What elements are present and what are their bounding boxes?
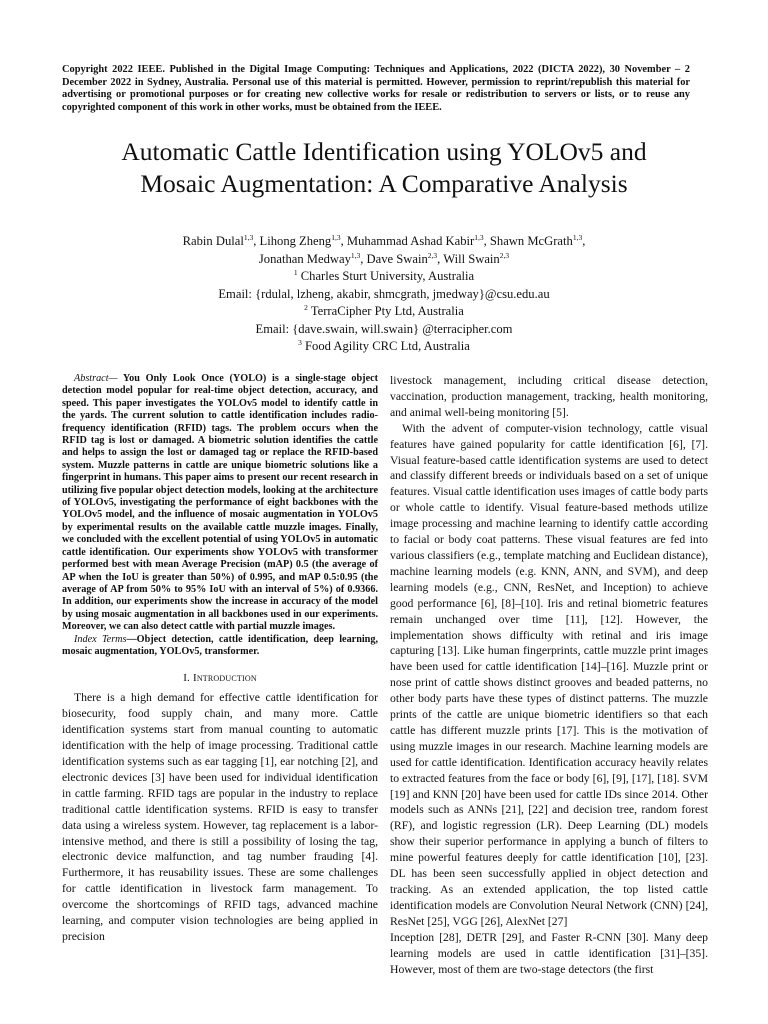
author-sup: 1,3 bbox=[243, 232, 254, 242]
abstract-lead: Abstract— bbox=[74, 373, 118, 384]
copyright-notice: Copyright 2022 IEEE. Published in the Digital Image Computing: Techniques and Applications, 2022 (DICTA 2022), 30 November – 2 December 2022 in Sydney, Australia. Personal use of this material is permitted. However, permission to reprint/republish this material for advertising or promotional purposes or for creating new collective works for resale or redistribution to servers or lists, or to reuse any copyrighted component of this work in other works, must be obtained from the IEEE. bbox=[62, 64, 690, 113]
section-number: I. bbox=[183, 672, 191, 685]
paper-title bbox=[40, 136, 728, 200]
affiliation-1 bbox=[60, 268, 708, 286]
abstract-paragraph bbox=[62, 373, 378, 634]
paragraph: livestock management, including critical disease detection, vaccination, production management, tracking, health monitoring, and animal well-being monitoring [5]. bbox=[390, 374, 708, 419]
affiliation-email-2: Email: {dave.swain, will.swain} @terracipher.com bbox=[255, 321, 513, 336]
section-heading bbox=[62, 672, 378, 684]
index-terms-text: —Object detection, cattle identification, deep learning, mosaic augmentation, YOLOv5, transformer. bbox=[62, 633, 378, 657]
paragraph: Inception [28], DETR [29], and Faster R-CNN [30]. Many deep learning models are used in cattle identification [31]–[35]. However, most of them are two-stage detectors (the first bbox=[390, 930, 708, 976]
author-sup: 1,3 bbox=[331, 232, 341, 242]
right-column bbox=[390, 373, 708, 977]
index-terms-lead: Index Terms bbox=[74, 633, 127, 645]
affiliation-name: Food Agility CRC Ltd, Australia bbox=[305, 339, 470, 353]
intro-text-left bbox=[62, 690, 378, 945]
affiliation-name: TerraCipher Pty Ltd, Australia bbox=[310, 304, 464, 318]
affiliation-name: Charles Sturt University, Australia bbox=[300, 269, 475, 283]
author-line-2: Jonathan Medway$^{1,3}$, Dave Swain$^{2,3}$, Will Swain$^{2,3}$ bbox=[258, 250, 510, 266]
author-name: Shawn McGrath bbox=[489, 234, 573, 248]
author-name: Muhammad Ashad Kabir bbox=[346, 234, 475, 248]
author-name: Will Swain bbox=[443, 251, 500, 266]
author-sup: 2,3 bbox=[427, 250, 438, 260]
left-column bbox=[62, 373, 378, 945]
affiliation-email-1: Email: {rdulal, lzheng, akabir, shmcgrath, jmedway}@csu.edu.au bbox=[218, 286, 550, 301]
author-sup: 1,3 bbox=[572, 232, 583, 242]
author-name: Jonathan Medway bbox=[258, 251, 351, 266]
affiliation-sup: 1 bbox=[293, 267, 298, 277]
abstract bbox=[62, 373, 378, 658]
affiliation-sup: 3 bbox=[298, 337, 302, 347]
title-line-2: Mosaic Augmentation: A Comparative Analysis bbox=[140, 169, 628, 198]
affiliation-3 bbox=[60, 338, 708, 356]
author-name: Lihong Zheng bbox=[259, 234, 332, 248]
title-line-1: Automatic Cattle Identification using YOLOv5 and bbox=[121, 137, 647, 166]
author-sup: 1,3 bbox=[350, 250, 361, 260]
author-name: Rabin Dulal bbox=[182, 234, 244, 248]
paragraph: With the advent of computer-vision technology, cattle visual features have gained popularity for cattle identification [6], [7]. Visual feature-based cattle identification systems are used to detect and classify different breeds or individuals based on a set of unique features. Visual cattle identification uses images of cattle body parts or whole cattle to identify. Visual feature-based methods utilize image processing and machine learning to identify cattle according to facial or body coat patterns. These visual features are fed into various classifiers (e.g., template matching and Euclidean distance), machine learning models (e.g. KNN, ANN, and SVM), and deep learning models (e.g., CNN, ResNet, and Inception) to achieve good performance [6], [8]–[10]. Iris and retinal biometric features remain unchanged over time [11], [12]. However, the implementation shows difficulty with retinal and iris image capturing [13]. Like human fingerprints, cattle muzzle print images have been used for cattle identification [14]–[16]. Muzzle print or nose print of cattle shows distinct grooves and beaded patterns, no other body parts have these types of distinct patterns. The muzzle prints of the cattle are unique biometric identifiers so that each cattle has different muzzle prints [17]. This is the motivation of using muzzle images in our research. Machine learning models are used for cattle identification. Identification accuracy heavily relates to extracted features from the face or body [6], [9], [17], [18]. SVM [19] and KNN [20] have been used for cattle IDs since 2014. Other models such as ANNs [21], [22] and decision tree, random forest (RF), and logistic regression (LR). Deep Learning (DL) models show their superior performance in applying a bunch of filters to mine powerful features deeply for cattle identification [10], [23]. DL has been seen successfully applied in object detection and tracking. As an extended application, the top listed cattle identification models are Convolution Neural Network (CNN) [24], ResNet [25], VGG [26], AlexNet [27] bbox=[390, 421, 708, 928]
abstract-text: You Only Look Once (YOLO) is a single-stage object detection model popular for real-time object detection, accuracy, and speed. This paper investigates the YOLOv5 model to identify cattle in the yards. The current solution to cattle identification includes radio-frequency identification (RFID) tags. The problem occurs when the RFID tag is lost or damaged. A biometric solution identifies the cattle and helps to assign the lost or damaged tag or replace the RFID-based system. Muzzle patterns in cattle are unique biometric solutions like a fingerprint in humans. This paper aims to present our recent research in utilizing five popular object detection models, looking at the architecture of YOLOv5, investigating the performance of eight backbones with the YOLOv5 model, and the influence of mosaic augmentation in YOLOv5 by experimental results on the available cattle muzzle images. Finally, we concluded with the excellent potential of using YOLOv5 in automatic cattle identification. Our experiments show YOLOv5 with transformer performed best with mean Average Precision (mAP) 0.5 (the average of AP when the IoU is greater than 50%) of 0.995, and mAP 0.5:0.95 (the average of AP from 50% to 95% IoU with an interval of 5%) of 0.9366. In addition, our experiments show the increase in accuracy of the model by using mosaic augmentation in all backbones used in our experiments. Moreover, we can also detect cattle with partial muzzle images. bbox=[62, 373, 378, 633]
author-line-1: Rabin Dulal$^{1,3}$, Lihong Zheng$^{1,3}$, Muhammad Ashad Kabir$^{1,3}$, Shawn McGrath$^{1,3}$, bbox=[182, 232, 586, 248]
author-name: Dave Swain bbox=[366, 251, 428, 266]
author-block bbox=[60, 233, 708, 356]
section-title: Introduction bbox=[192, 672, 257, 685]
author-sup: 2,3 bbox=[499, 250, 510, 260]
affiliation-sup: 2 bbox=[304, 302, 308, 312]
index-terms bbox=[62, 634, 378, 659]
paragraph: There is a high demand for effective cattle identification for biosecurity, food supply chain, and many more. Cattle identification systems start from manual counting to automatic identification with the help of image processing. Traditional cattle identification systems such as ear tagging [1], ear notching [2], and electronic devices [3] have been used for individual identification in cattle farming. RFID tags are popular in the industry to replace traditional cattle identification systems. RFID is easy to transfer data using a wireless system. However, tag replacement is a labor-intensive method, and there is still a possibility of losing the tag, electronic device malfunction, and tag number frauding [4]. Furthermore, it has reusability issues. These are some challenges for cattle identification in livestock farm management. To overcome the shortcomings of RFID tags, advanced machine learning, and computer vision technologies are being applied in precision bbox=[62, 691, 378, 943]
affiliation-2 bbox=[60, 303, 708, 321]
author-sup: 1,3 bbox=[474, 232, 484, 242]
intro-text-right bbox=[390, 373, 708, 977]
